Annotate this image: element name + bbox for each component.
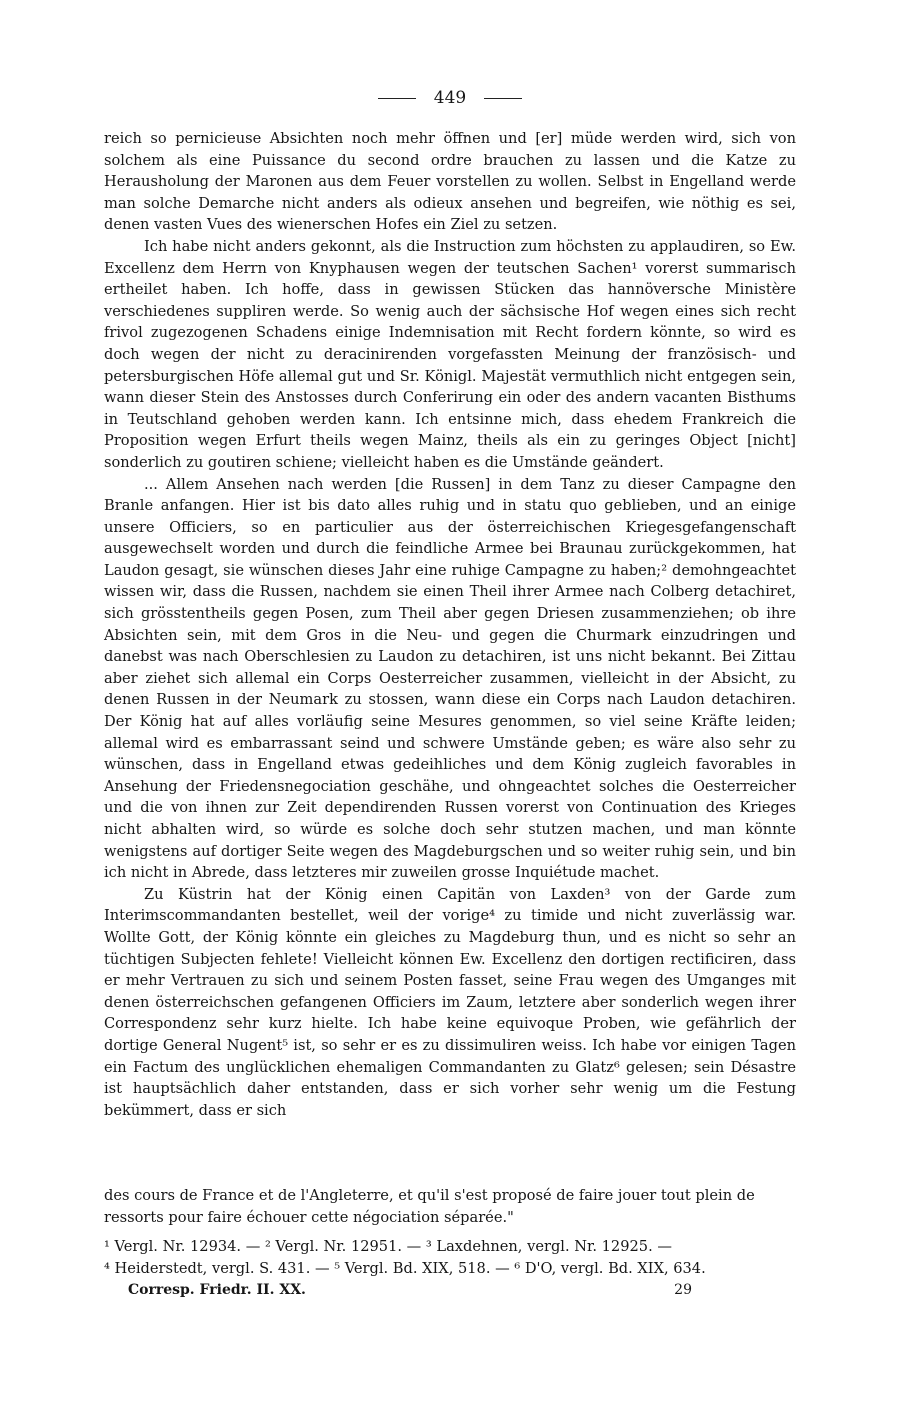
signature-number: 29 — [674, 1282, 692, 1298]
footnotes — [104, 1236, 796, 1279]
footnote-quote: des cours de France et de l'Angleterre, et qu'il s'est proposé de faire jouer tout plein de ressorts pour faire échouer cette négociation séparée." — [104, 1187, 755, 1226]
signature-line — [128, 1282, 692, 1298]
header-dash-right — [484, 98, 522, 99]
header-dash-left — [378, 98, 416, 99]
body-text — [104, 128, 796, 1121]
paragraph-4: Zu Küstrin hat der König einen Capitän von Laxden³ von der Garde zum Interimscommandanten bestellet, weil der vorige⁴ zu timide und nicht zuverlässig war. Wollte Gott, der König könnte ein gleiches zu Magdeburg thun, und es nicht so sehr an tüchtigen Subjecten fehlete! Vielleicht können Ew. Excellenz den dortigen rectificiren, dass er mehr Vertrauen zu sich und seinem Posten fasset, seine Frau wegen des Umganges mit denen österreichschen gefangenen Officiers im Zaum, letztere aber sonderlich wegen ihrer Correspondenz sehr kurz hielte. Ich habe keine equivoque Proben, wie gefährlich der dortige General Nugent⁵ ist, so sehr er es zu dissimuliren weiss. Ich habe vor einigen Tagen ein Factum des unglücklichen ehemaligen Commandanten zu Glatz⁶ gelesen; sein Désastre ist hauptsächlich daher entstanden, dass er sich vorher sehr wenig um die Festung bekümmert, dass er sich — [104, 885, 796, 1119]
paragraph-2: Ich habe nicht anders gekonnt, als die Instruction zum höchsten zu applaudiren, so Ew. Excellenz dem Herrn von Knyphausen wegen der teutschen Sachen¹ vorerst summarisch ertheilet haben. Ich hoffe, dass in gewissen Stücken das hannöversche Ministère verschiedenes suppliren werde. So wenig auch der sächsische Hof wegen eines sich recht frivol zugezogenen Schadens einige Indemnisation mit Recht fordern könnte, so wird es doch wegen der nicht zu deracinirenden vorgefassten Meinung der französisch- und petersburgischen Höfe allemal gut und Sr. Königl. Majestät vermuthlich nicht entgegen sein, wann dieser Stein des Anstosses durch Conferirung ein oder des andern vacanten Bisthums in Teutschland gehoben werden kann. Ich entsinne mich, dass ehedem Frankreich die Proposition wegen Erfurt theils wegen Mainz, theils als ein zu geringes Object [nicht] sonderlich zu goutiren schiene; vielleicht haben es die Umstände geändert. — [104, 237, 796, 471]
footnote-block — [104, 1185, 796, 1279]
footnote-line-1: ¹ Vergl. Nr. 12934. — ² Vergl. Nr. 12951. — ³ Laxdehnen, vergl. Nr. 12925. — — [104, 1238, 672, 1256]
footnote-line-2: ⁴ Heiderstedt, vergl. S. 431. — ⁵ Vergl. Bd. XIX, 518. — ⁶ D'O, vergl. Bd. XIX, 634. — [104, 1259, 706, 1277]
paragraph-3: ... Allem Ansehen nach werden [die Russen] in dem Tanz zu dieser Campagne den Branle anfangen. Hier ist bis dato alles ruhig und in statu quo geblieben, und an einige unsere Officiers, so en particulier aus der österreichischen Kriegesgefangenschaft ausgewechselt worden und durch die feindliche Armee bei Braunau zurückgekommen, hat Laudon gesagt, sie wünschen dieses Jahr eine ruhige Campagne zu haben;² demohngeachtet wissen wir, dass die Russen, nachdem sie einen Theil ihrer Armee nach Colberg detachiret, sich grösstentheils gegen Posen, zum Theil aber gegen Driesen zusammenziehen; ob ihre Absichten sein, mit dem Gros in die Neu- und gegen die Churmark einzudringen und danebst was nach Oberschlesien zu Laudon zu detachiren, ist uns nicht bekannt. Bei Zittau aber ziehet sich allemal ein Corps Oesterreicher zusammen, vielleicht in der Absicht, zu denen Russen in der Neumark zu stossen, wann diese ein Corps nach Laudon detachiren. Der König hat auf alles vorläufig seine Mesures genommen, so viel seine Kräfte leiden; allemal wird es embarrassant seind und schwere Umstände geben; es wäre also sehr zu wünschen, dass in Engelland etwas gedeihliches und dem König zugleich favorables in Ansehung der Friedensnegociation geschähe, und ohngeachtet solches die Oesterreicher und die von ihnen zur Zeit dependirenden Russen vorerst von Continuation des Krieges nicht abhalten wird, so würde es solche doch sehr stutzen machen, und man könnte wenigstens auf dortiger Seite wegen des Magdeburgschen und so weiter ruhig sein, und bin ich nicht in Abrede, dass letzteres mir zuweilen grosse Inquiétude machet. — [104, 475, 796, 882]
signature-left: Corresp. Friedr. II. XX. — [128, 1282, 306, 1298]
paragraph-1: reich so pernicieuse Absichten noch mehr öffnen und [er] müde werden wird, sich von solchem als eine Puissance du second ordre brauchen zu lassen und die Katze zu Herausholung der Maronen aus dem Feuer vorstellen zu wollen. Selbst in Engelland werde man solche Demarche nicht anders als odieux ansehen und begreifen, wie nöthig es sei, denen vasten Vues des wienerschen Hofes ein Ziel zu setzen. — [104, 130, 796, 234]
page-header — [0, 88, 900, 108]
page-number: 449 — [433, 88, 467, 108]
